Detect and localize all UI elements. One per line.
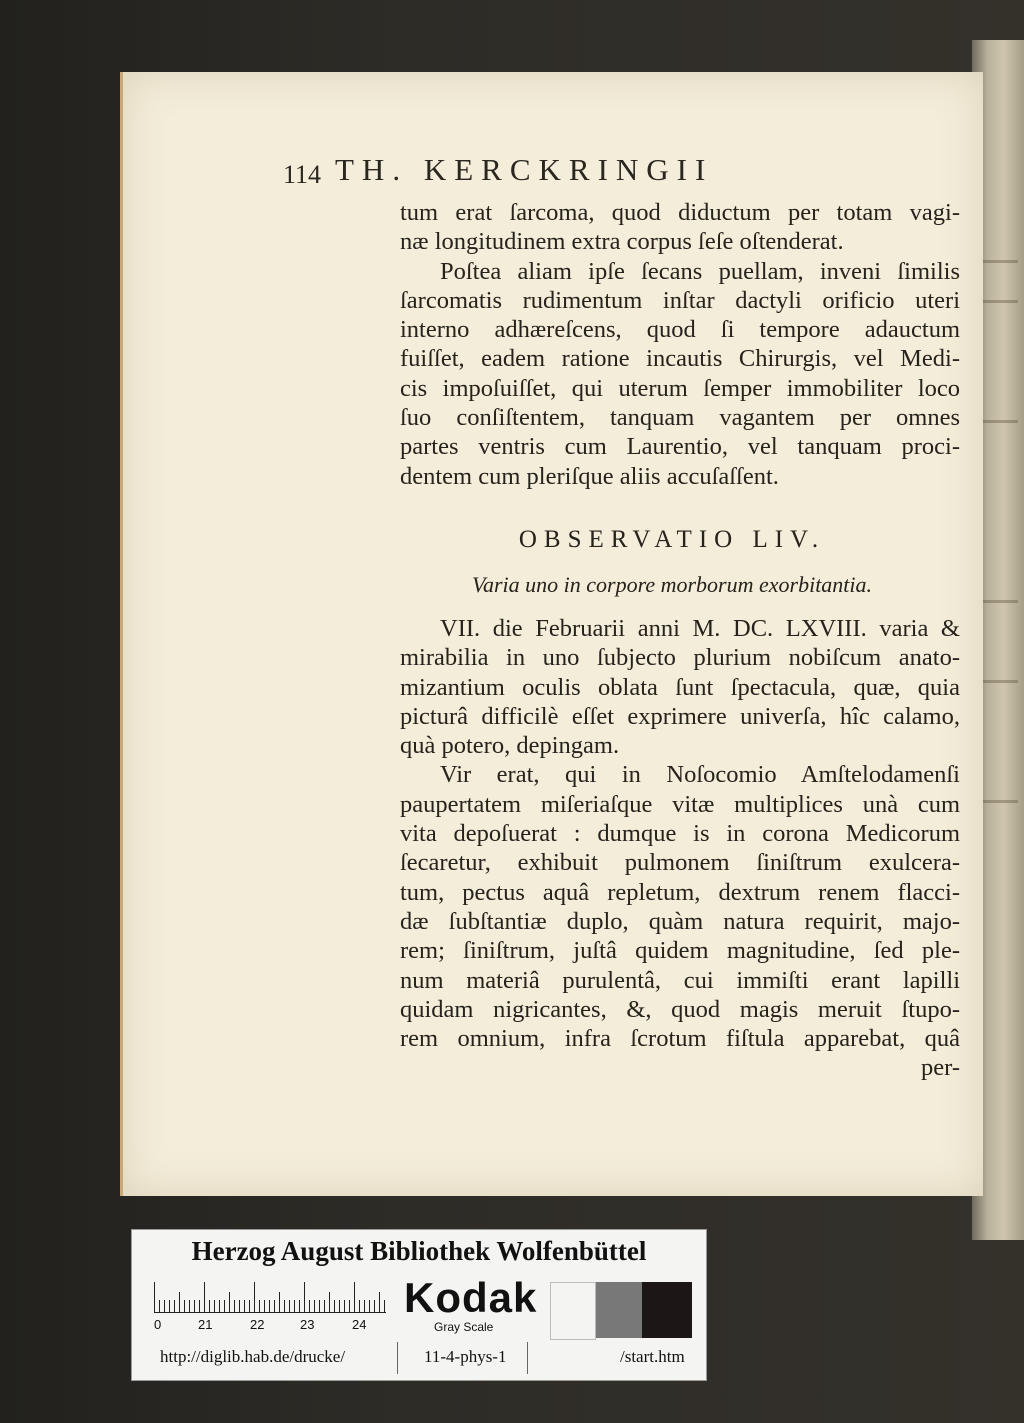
bleed-through-mark (982, 680, 1018, 683)
text-line: Poſtea aliam ipſe ſecans puellam, inveni ſimilis (440, 257, 960, 285)
ruler-tick (364, 1300, 365, 1312)
observation-subtitle: Varia uno in corpore morborum exorbitantia. (471, 572, 873, 597)
bleed-through-mark (982, 260, 1018, 263)
ruler-tick (319, 1300, 320, 1312)
library-color-card (131, 1229, 707, 1381)
ruler-tick (284, 1300, 285, 1312)
ruler-tick (314, 1300, 315, 1312)
text-line: ſecaretur, exhibuit pulmonem ſiniſtrum exulcera- (400, 849, 960, 877)
ruler-tick (309, 1300, 310, 1312)
ruler-tick (209, 1300, 210, 1312)
ruler-tick (379, 1292, 380, 1312)
text-line: partes ventris cum Laurentio, vel tanquam proci- (400, 433, 960, 461)
ruler-tick (384, 1300, 385, 1312)
ruler-tick (169, 1300, 170, 1312)
ruler-tick (289, 1300, 290, 1312)
text-line: dentem cum pleriſque aliis accuſaſſent. (400, 462, 779, 490)
text-line: per- (921, 1054, 960, 1082)
ruler-tick (339, 1300, 340, 1312)
ruler-tick (184, 1300, 185, 1312)
bleed-through-mark (982, 300, 1018, 303)
ruler-tick (219, 1300, 220, 1312)
gray-scale-label: Gray Scale (434, 1320, 494, 1334)
ruler-tick (214, 1300, 215, 1312)
page-header (283, 150, 883, 194)
ruler-tick (189, 1300, 190, 1312)
text-line: mirabilia in uno ſubjecto plurium nobiſcum anato- (400, 644, 960, 672)
ruler-tick (264, 1300, 265, 1312)
ruler-tick (239, 1300, 240, 1312)
text-line: fuiſſet, eadem ratione incautis Chirurgis, vel Medi- (400, 345, 960, 373)
ruler-label: 23 (300, 1317, 315, 1332)
ruler-tick (269, 1300, 270, 1312)
start-path: /start.htm (620, 1347, 685, 1366)
text-line: rem; ſiniſtrum, juſtâ quidem magnitudine, ſed ple- (400, 937, 960, 965)
ruler-label: 22 (250, 1317, 265, 1332)
ruler-tick (234, 1300, 235, 1312)
card-footer (132, 1345, 706, 1375)
ruler-tick (334, 1300, 335, 1312)
ruler-tick (304, 1282, 305, 1312)
text-line: tum erat ſarcoma, quod diductum per totam vagi- (400, 199, 960, 226)
text-line: interno adhæreſcens, quod ſi tempore adauctum (400, 316, 960, 344)
ruler-tick (199, 1300, 200, 1312)
ruler-tick (164, 1300, 165, 1312)
text-line: num materiâ purulentâ, cui immiſti erant lapilli (400, 966, 960, 994)
ruler-tick (249, 1300, 250, 1312)
text-line: Vir erat, qui in Noſocomio Amſtelodamenſi (440, 761, 960, 789)
shelfmark: 11-4-phys-1 (424, 1347, 507, 1366)
ruler-tick (194, 1300, 195, 1312)
ruler-tick (294, 1300, 295, 1312)
ruler-tick (229, 1292, 230, 1312)
swatch-gray (596, 1282, 642, 1338)
ruler-tick (224, 1300, 225, 1312)
digilib-url: http://diglib.hab.de/drucke/ (160, 1347, 346, 1366)
ruler-tick (259, 1300, 260, 1312)
running-head: TH. KERCKRINGII (335, 152, 714, 187)
ruler-tick (324, 1300, 325, 1312)
ruler-tick (174, 1300, 175, 1312)
text-line: ſuo conſiſtentem, tanquam vagantem per omnes (400, 404, 960, 432)
ruler-tick (279, 1292, 280, 1312)
library-name: Herzog August Bibliothek Wolfenbüttel (191, 1236, 647, 1266)
ruler-label: 24 (352, 1317, 367, 1332)
text-line: quidam nigricantes, &, quod magis meruit ſtupo- (400, 995, 960, 1023)
ruler-labels (154, 1317, 394, 1337)
ruler-tick (354, 1282, 355, 1312)
ruler-tick (159, 1300, 160, 1312)
text-line: dæ ſubſtantiæ duplo, quàm natura requirit, majo- (400, 907, 960, 935)
text-block-top (400, 198, 960, 491)
kodak-logo: Kodak (404, 1274, 538, 1321)
text-line: næ longitudinem extra corpus ſeſe oſtenderat. (400, 228, 844, 256)
bleed-through-mark (982, 800, 1018, 803)
text-block-bottom (400, 614, 960, 1083)
bleed-through-mark (982, 600, 1018, 603)
measurement-ruler (154, 1278, 386, 1313)
ruler-tick (329, 1292, 330, 1312)
text-line: picturâ difficilè eſſet exprimere univerſa, hîc calamo, (400, 702, 960, 730)
text-line: mizantium oculis oblata ſunt ſpectacula, quæ, quia (400, 673, 960, 701)
ruler-tick (179, 1292, 180, 1312)
ruler-tick (204, 1282, 205, 1312)
ruler-tick (369, 1300, 370, 1312)
text-line: vita depoſuerat : dumque is in corona Medicorum (400, 820, 960, 848)
bleed-through-mark (982, 420, 1018, 423)
ruler-tick (359, 1300, 360, 1312)
text-line: tum, pectus aquâ repletum, dextrum renem flacci- (400, 878, 960, 906)
ruler-tick (154, 1282, 155, 1312)
ruler-label: 0 (154, 1317, 162, 1332)
ruler-tick (274, 1300, 275, 1312)
ruler-tick (374, 1300, 375, 1312)
ruler-tick (349, 1300, 350, 1312)
ruler-tick (299, 1300, 300, 1312)
ruler-tick (244, 1300, 245, 1312)
text-line: VII. die Februarii anni M. DC. LXVIII. varia & (440, 615, 960, 642)
text-line: ſarcomatis rudimentum inſtar dactyli orificio uteri (400, 286, 960, 314)
ruler-tick (254, 1282, 255, 1312)
observation-title: OBSERVATIO LIV. (518, 526, 826, 553)
ruler-label: 21 (198, 1317, 213, 1332)
text-line: cis impoſuiſſet, qui uterum ſemper immobiliter loco (400, 374, 960, 402)
text-line: paupertatem miſeriaſque vitæ multiplices unà cum (400, 790, 960, 818)
page-number: 114 (283, 160, 322, 189)
swatch-black (642, 1282, 692, 1338)
ruler-tick (344, 1300, 345, 1312)
text-line: rem omnium, infra ſcrotum fiſtula apparebat, quâ (400, 1025, 960, 1053)
text-line: quà potero, depingam. (400, 732, 620, 760)
swatch-white (550, 1282, 596, 1340)
